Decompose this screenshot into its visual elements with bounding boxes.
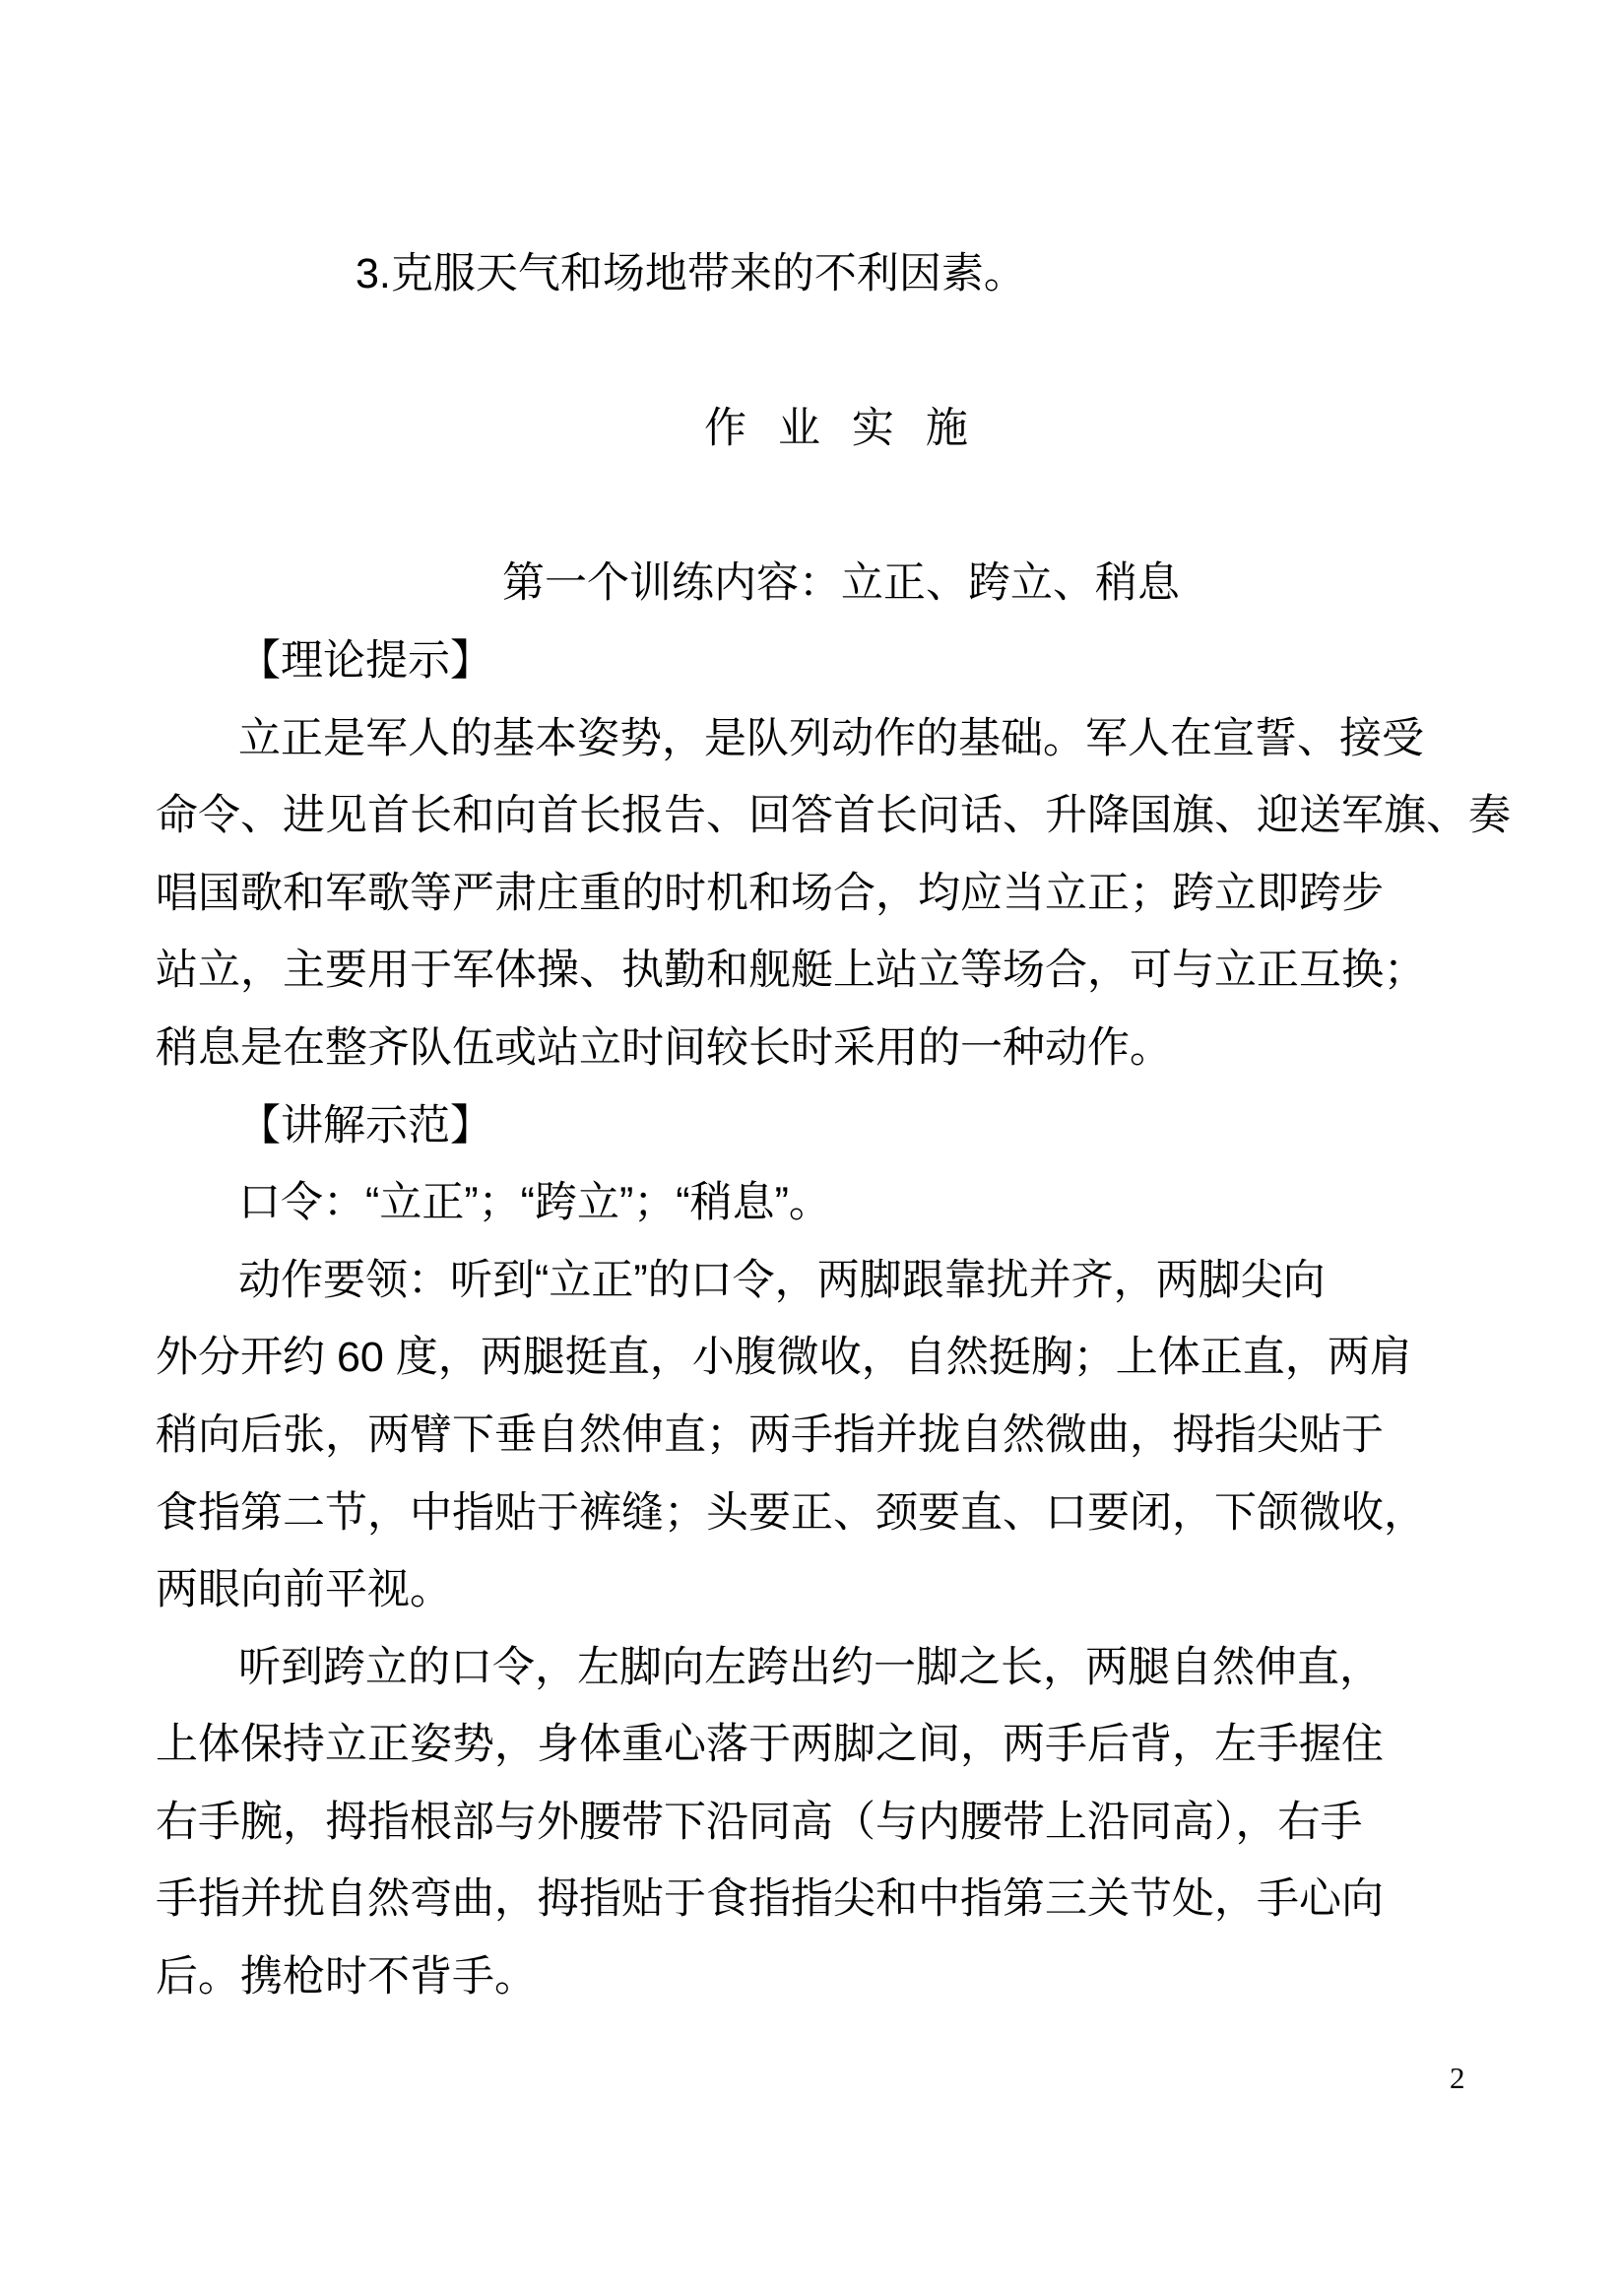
list-item: 3.克服天气和场地带来的不利因素。 [356, 250, 1026, 297]
text-line: 立正是军人的基本姿势，是队列动作的基础。军人在宣誓、接受 [238, 714, 1424, 762]
text-line: 听到跨立的口令，左脚向左跨出约一脚之长，两腿自然伸直， [238, 1643, 1382, 1691]
command-line: 口令：“立正”；“跨立”；“稍息”。 [238, 1179, 831, 1227]
text-line: 稍息是在整齐队伍或站立时间较长时采用的一种动作。 [156, 1023, 1172, 1072]
text-line: 命令、进见首长和向首长报告、回答首长问话、升降国旗、迎送军旗、奏 [156, 792, 1511, 840]
theory-label: 【理论提示】 [238, 636, 492, 685]
text-line: 上体保持立正姿势，身体重心落于两脚之间，两手后背，左手握住 [156, 1721, 1384, 1769]
text-line: 食指第二节，中指贴于裤缝；头要正、颈要直、口要闭，下颌微收， [156, 1488, 1426, 1537]
text-line: 动作要领：听到“立正”的口令，两脚跟靠扰并齐，两脚尖向 [238, 1256, 1326, 1304]
text-line: 外分开约 60 度，两腿挺直，小腹微收，自然挺胸；上体正直，两肩 [156, 1334, 1412, 1382]
text-line: 右手腕，拇指根部与外腰带下沿同高（与内腰带上沿同高），右手 [156, 1798, 1363, 1846]
text-line: 唱国歌和军歌等严肃庄重的时机和场合，均应当立正；跨立即跨步 [156, 869, 1384, 917]
text-line: 稍向后张，两臂下垂自然伸直；两手指并拢自然微曲，拇指尖贴于 [156, 1410, 1384, 1459]
section-heading: 作 业 实 施 [704, 405, 968, 453]
page-number: 2 [1450, 2061, 1465, 2095]
demo-label: 【讲解示范】 [238, 1101, 492, 1149]
text-line: 两眼向前平视。 [156, 1566, 452, 1614]
text-line: 手指并扰自然弯曲，拇指贴于食指指尖和中指第三关节处，手心向 [156, 1875, 1384, 1924]
text-line: 站立，主要用于军体操、执勤和舰艇上站立等场合，可与立正互换； [156, 947, 1426, 995]
text-line: 后。携枪时不背手。 [156, 1953, 537, 2001]
page-content [156, 0, 1511, 2016]
subsection-heading: 第一个训练内容：立正、跨立、稍息 [502, 559, 1180, 608]
